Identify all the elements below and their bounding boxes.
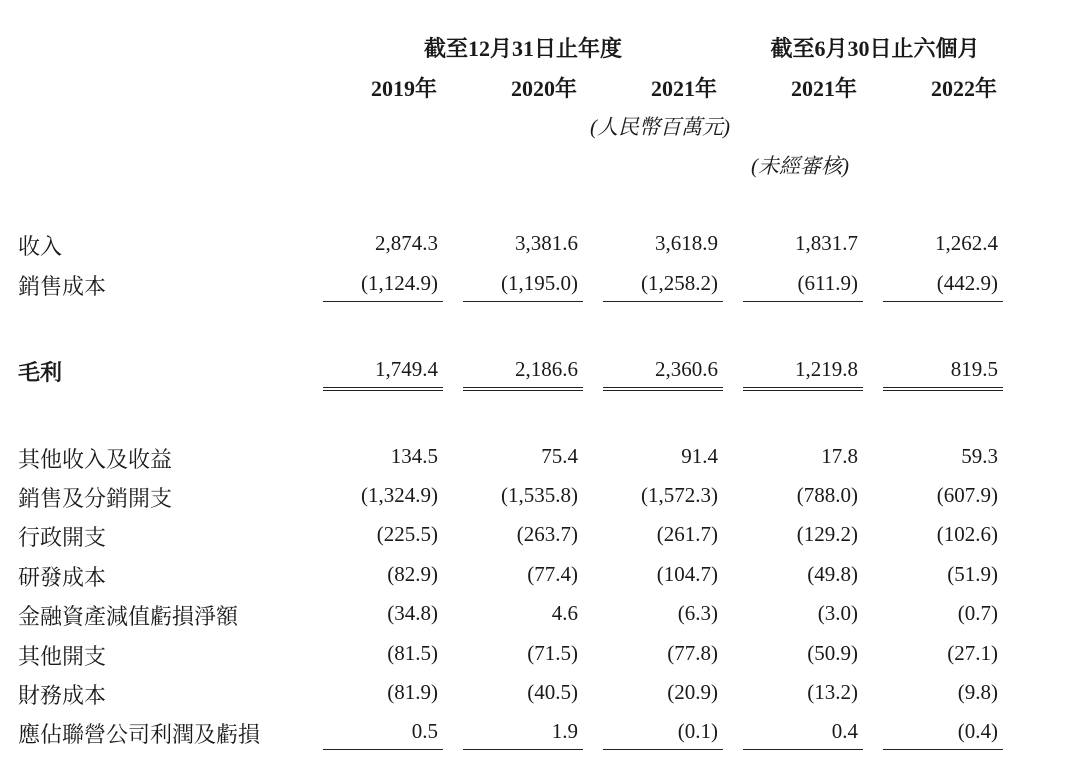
row-label: 應佔聯營公司利潤及虧損 — [18, 722, 261, 747]
row-value: (13.2) — [807, 680, 858, 704]
row-value: (77.4) — [527, 562, 578, 586]
row-label: 收入 — [18, 234, 63, 259]
row-value: 2,186.6 — [515, 357, 578, 381]
row-value: 1,831.7 — [795, 231, 858, 255]
year-header-2021-h1: 2021年 — [790, 76, 857, 101]
row-value: 0.5 — [411, 719, 438, 743]
row-value: (51.9) — [947, 562, 998, 586]
row-value: 1,749.4 — [375, 357, 438, 381]
subtotal-rule — [883, 749, 1003, 750]
group-header-fiscal-year: 截至12月31日止年度 — [423, 36, 622, 61]
row-value: (607.9) — [936, 483, 998, 507]
row-value: 3,381.6 — [515, 231, 578, 255]
row-value: 134.5 — [390, 444, 438, 468]
row-value: 2,360.6 — [655, 357, 718, 381]
row-value: (50.9) — [807, 641, 858, 665]
group-header-six-months: 截至6月30日止六個月 — [770, 36, 980, 61]
row-value: (1,572.3) — [641, 483, 718, 507]
subtotal-rule — [603, 749, 723, 750]
row-value: 1.9 — [551, 719, 578, 743]
unaudited-label: (未經審核) — [751, 154, 849, 178]
subtotal-rule — [603, 301, 723, 302]
row-value: (261.7) — [656, 522, 718, 546]
row-value: (9.8) — [957, 680, 998, 704]
row-value: (1,535.8) — [501, 483, 578, 507]
row-label: 行政開支 — [18, 525, 107, 550]
double-underline — [883, 387, 1003, 391]
row-value: (611.9) — [797, 271, 858, 295]
row-value: 4.6 — [551, 601, 578, 625]
row-value: (27.1) — [947, 641, 998, 665]
subtotal-rule — [743, 301, 863, 302]
row-value: (81.5) — [387, 641, 438, 665]
row-value: (81.9) — [387, 680, 438, 704]
row-value: 91.4 — [681, 444, 718, 468]
row-value: (0.7) — [957, 601, 998, 625]
row-value: 1,262.4 — [935, 231, 998, 255]
row-label: 財務成本 — [18, 683, 107, 708]
row-value: 3,618.9 — [655, 231, 718, 255]
year-header-2019: 2019年 — [370, 76, 437, 101]
double-underline — [603, 387, 723, 391]
year-header-2020: 2020年 — [510, 76, 577, 101]
row-value: (788.0) — [796, 483, 858, 507]
subtotal-rule — [743, 749, 863, 750]
row-value: 0.4 — [831, 719, 858, 743]
subtotal-rule — [883, 301, 1003, 302]
row-value: 2,874.3 — [375, 231, 438, 255]
row-value: (129.2) — [796, 522, 858, 546]
row-value: 1,219.8 — [795, 357, 858, 381]
row-value: 75.4 — [541, 444, 578, 468]
double-underline — [463, 387, 583, 391]
subtotal-rule — [463, 301, 583, 302]
row-value: (1,258.2) — [641, 271, 718, 295]
row-value: (20.9) — [667, 680, 718, 704]
subtotal-rule — [323, 301, 443, 302]
row-value: 59.3 — [961, 444, 998, 468]
unit-label: (人民幣百萬元) — [590, 115, 730, 139]
row-value: (263.7) — [516, 522, 578, 546]
row-value: (1,124.9) — [361, 271, 438, 295]
row-label: 其他收入及收益 — [18, 447, 173, 472]
row-label: 毛利 — [18, 360, 63, 385]
row-value: 17.8 — [821, 444, 858, 468]
row-value: (40.5) — [527, 680, 578, 704]
double-underline — [323, 387, 443, 391]
row-value: (49.8) — [807, 562, 858, 586]
row-value: (0.4) — [957, 719, 998, 743]
row-label: 銷售及分銷開支 — [18, 486, 173, 511]
row-value: (1,195.0) — [501, 271, 578, 295]
row-value: (442.9) — [936, 271, 998, 295]
year-header-2022-h1: 2022年 — [930, 76, 997, 101]
row-value: (0.1) — [677, 719, 718, 743]
row-value: (77.8) — [667, 641, 718, 665]
year-header-2021: 2021年 — [650, 76, 717, 101]
row-value: (225.5) — [376, 522, 438, 546]
row-value: (34.8) — [387, 601, 438, 625]
row-label: 銷售成本 — [18, 274, 107, 299]
subtotal-rule — [323, 749, 443, 750]
row-value: 819.5 — [950, 357, 998, 381]
row-value: (3.0) — [817, 601, 858, 625]
row-label: 研發成本 — [18, 565, 107, 590]
row-label: 其他開支 — [18, 644, 107, 669]
row-value: (1,324.9) — [361, 483, 438, 507]
row-value: (104.7) — [656, 562, 718, 586]
row-value: (71.5) — [527, 641, 578, 665]
row-label: 金融資產減值虧損淨額 — [18, 604, 239, 629]
row-value: (6.3) — [677, 601, 718, 625]
double-underline — [743, 387, 863, 391]
row-value: (82.9) — [387, 562, 438, 586]
subtotal-rule — [463, 749, 583, 750]
row-value: (102.6) — [936, 522, 998, 546]
